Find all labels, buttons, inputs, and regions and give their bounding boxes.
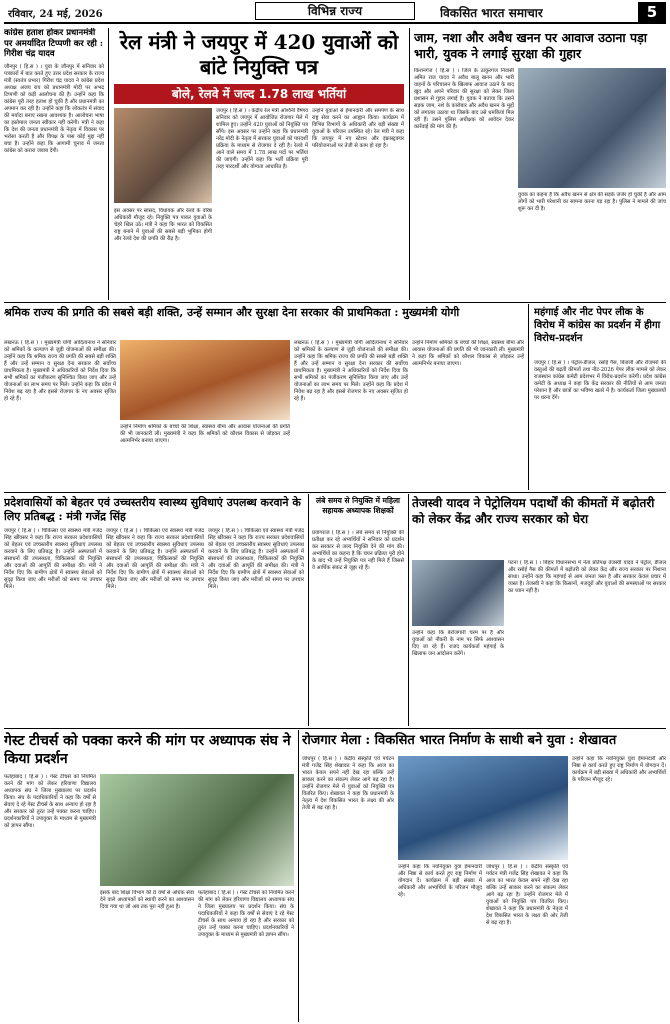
rozgar-story-body-3: जोधपुर ( हि.स ) । केंद्रीय संस्कृति एवं पर्यटन मंत्री गजेंद्र सिंह शेखावत ने कहा कि आज का भारत केवल सपने नहीं देख रहा बल्कि उन्हें साकार करने का संकल्प लेकर आगे बढ़ रहा है। उन्होंने रोजगार मेले में युवाओं को नियुक्ति पत्र वितरित किए। शेखावत ने कहा कि प्रधानमंत्री के नेतृत्व में देश विकसित भारत के लक्ष्य की ओर तेजी से बढ़ रहा है। [486, 864, 568, 926]
divider [308, 494, 309, 726]
divider [108, 28, 109, 300]
yogi-story-photo [120, 340, 290, 420]
section-rule [4, 728, 666, 729]
neet-story-headline: महंगाई और नीट पेपर लीक के विरोध में कांग्रेस का प्रदर्शन में हीगा विरोध-प्रदर्शन [534, 307, 661, 344]
guest-story-body: फतेहाबाद ( हि.स ) । गेस्ट टीचर्स को नियमित करने की मांग को लेकर हरियाणा विद्यालय अध्यापक संघ ने जिला मुख्यालय पर प्रदर्शन किया। संघ के पदाधिकारियों ने कहा कि वर्षों से सेवाएं दे रहे गेस्ट टीचर्स के साथ अन्याय हो रहा है और सरकार को तुरंत उन्हें पक्का करना चाहिए। प्रदर्शनकारियों ने उपायुक्त के माध्यम से मुख्यमंत्री को ज्ञापन सौंपा। [4, 774, 96, 829]
guest-story-photo [100, 774, 294, 886]
divider [298, 730, 299, 1022]
section-rule [4, 492, 666, 493]
section-rule [4, 302, 666, 303]
neet-story-body: जयपुर ( हि.स ) । पेट्रोल-डीजल, रसोई गैस, बिजली और रोजमर्रा की वस्तुओं की बढ़ती कीमतों तथा नीट-2026 पेपर लीक मामले को लेकर राजस्थान कांग्रेस कमेटी प्रदेशभर में विरोध-प्रदर्शन करेगी। प्रदेश कांग्रेस कमेटी के अध्यक्ष ने कहा कि केंद्र सरकार की नीतियों से आम जनता परेशान है और छात्रों का भविष्य खतरे में है। कार्यकर्ता जिला मुख्यालयों पर धरना देंगे। [534, 360, 666, 401]
women-story-body: प्रयागराज ( हि.स ) । लंबे समय से नियुक्ति की प्रतीक्षा कर रहे अभ्यर्थियों ने सनिवार को प्रदर्शन कर सरकार से जल्द नियुक्ति देने की मांग की। अभ्यर्थियों का कहना है कि चयन प्रक्रिया पूरी होने के बाद भी उन्हें नियुक्ति पत्र नहीं मिले हैं जिससे वे आर्थिक संकट से जूझ रहे हैं। [312, 530, 404, 571]
health-story-body-2: जयपुर ( हि.स ) । चिकित्सा एवं स्वास्थ्य मंत्री गजेंद्र सिंह खींवसर ने कहा कि राज्य सरकार प्रदेशवासियों को बेहतर एवं उच्चस्तरीय स्वास्थ्य सुविधाएं उपलब्ध करवाने के लिए प्रतिबद्ध है। उन्होंने अस्पतालों में संसाधनों की उपलब्धता, चिकित्सकों की नियुक्ति और दवाओं की आपूर्ति की समीक्षा की। मंत्री ने निर्देश दिए कि ग्रामीण क्षेत्रों में स्वास्थ्य सेवाओं को सुदृढ़ किया जाए और मरीजों को समय पर उपचार मिले। [106, 528, 204, 590]
women-story-headline: लंबे समय से नियुक्ति में महिला सहायक अध्यापक शिक्षकों [315, 496, 400, 515]
top-story-photo [114, 108, 212, 203]
divider [528, 304, 529, 490]
tejashwi-story-photo [412, 560, 504, 626]
yogi-story-body: लखनऊ ( हि.स ) । मुख्यमंत्री योगी आदित्यनाथ ने सनिवार को श्रमिकों के कल्याण से जुड़ी योजनाओं की समीक्षा की। उन्होंने कहा कि श्रमिक राज्य की प्रगति की सबसे बड़ी शक्ति हैं और उन्हें सम्मान व सुरक्षा देना सरकार की सर्वोच्च प्राथमिकता है। मुख्यमंत्री ने अधिकारियों को निर्देश दिया कि सभी श्रमिकों का पंजीकरण सुनिश्चित किया जाए और उन्हें योजनाओं का लाभ समय पर मिले। उन्होंने कहा कि प्रदेश में निवेश बढ़ रहा है और इससे रोजगार के नए अवसर सृजित हो रहे हैं। [4, 340, 116, 402]
right-story-photo [518, 68, 666, 188]
header-rule [4, 22, 666, 24]
right-story-headline: जाम, नशा और अवैध खनन पर आवाज उठाना पड़ा भारी, युवक ने लगाई सुरक्षा की गुहार [414, 30, 648, 61]
right-story-body-2: युवक का कहना है कि अवैध खनन से क्षेत्र की सड़कें जर्जर हो चुकी हैं और आम लोगों को भारी परेशानी का सामना करना पड़ रहा है। पुलिस ने मामले की जांच शुरू कर दी है। [518, 192, 666, 212]
divider [408, 494, 409, 726]
tejashwi-story-body: पटना ( हि.स ) । बिहार विधानसभा में नेता प्रतिपक्ष तेजस्वी यादव ने पेट्रोल, डीजल और रसोई गैस की कीमतों में बढ़ोतरी को लेकर केंद्र और राज्य सरकार पर निशाना साधा। उन्होंने कहा कि महंगाई से आम जनता त्रस्त है और सरकार केवल प्रचार में व्यस्त है। तेजस्वी ने कहा कि किसानों, मजदूरों और युवाओं की समस्याओं पर सरकार का ध्यान नहीं है। [508, 560, 666, 594]
left-story [4, 28, 104, 298]
health-story-body-3: जयपुर ( हि.स ) । चिकित्सा एवं स्वास्थ्य मंत्री गजेंद्र सिंह खींवसर ने कहा कि राज्य सरकार प्रदेशवासियों को बेहतर एवं उच्चस्तरीय स्वास्थ्य सुविधाएं उपलब्ध करवाने के लिए प्रतिबद्ध है। उन्होंने अस्पतालों में संसाधनों की उपलब्धता, चिकित्सकों की नियुक्ति और दवाओं की आपूर्ति की समीक्षा की। मंत्री ने निर्देश दिए कि ग्रामीण क्षेत्रों में स्वास्थ्य सेवाओं को सुदृढ़ किया जाए और मरीजों को समय पर उपचार मिले। [208, 528, 304, 590]
tejashwi-story-body-2: उन्होंने कहा कि बेरोजगारी चरम पर है और युवाओं को नौकरी के नाम पर सिर्फ आश्वासन दिए जा रहे हैं। राजद कार्यकर्ता महंगाई के खिलाफ जन आंदोलन करेंगे। [412, 630, 504, 657]
guest-story-headline: गेस्ट टीचर्स को पक्का करने की मांग पर अध्यापक संघ ने किया प्रदर्शन [4, 733, 291, 767]
right-story-body: किशनगंज ( हि.स ) । जिले के ठाकुरगंज निवासी अमित राज यादव ने अवैध बालू खनन और भारी वाहनों के परिचालन के खिलाफ आवाज उठाने के बाद खुद और अपने परिवार की सुरक्षा को लेकर जिला प्रशासन से गुहार लगाई है। युवक ने बताया कि उसने सड़क जाम, नशे के कारोबार और अवैध खनन के मुद्दों को लगातार उठाया था जिसके बाद उसे धमकियां मिल रही हैं। उसने पुलिस अधीक्षक को आवेदन देकर कार्रवाई की मांग की है। [414, 68, 514, 130]
yogi-story-body-2: उन्होंने निर्माण श्रमिकों के बच्चों की शिक्षा, स्वास्थ्य बीमा और आवास योजनाओं की प्रगति की भी जानकारी ली। मुख्यमंत्री ने कहा कि श्रमिकों को कौशल विकास से जोड़कर उन्हें आत्मनिर्भर बनाया जाएगा। [120, 424, 290, 444]
rozgar-story-body-2: उन्होंने कहा कि नवनियुक्त युवा ईमानदारी और निष्ठा से कार्य करते हुए राष्ट्र निर्माण में योगदान दें। कार्यक्रम में बड़ी संख्या में अधिकारी और अभ्यर्थियों के परिजन मौजूद रहे। [398, 864, 482, 898]
divider [409, 28, 410, 300]
header-date: रविवार, 24 मई, 2026 [8, 9, 103, 20]
tejashwi-story-headline: तेजस्वी यादव ने पेट्रोलियम पदार्थों की कीमतों में बढ़ोतरी को लेकर केंद्र और राज्य सरकार को घेरा [412, 496, 655, 526]
newspaper-name: विकसित भारत समाचार [440, 6, 543, 20]
guest-story-body-3: फतेहाबाद ( हि.स ) । गेस्ट टीचर्स को नियमित करने की मांग को लेकर हरियाणा विद्यालय अध्यापक संघ ने जिला मुख्यालय पर प्रदर्शन किया। संघ के पदाधिकारियों ने कहा कि वर्षों से सेवाएं दे रहे गेस्ट टीचर्स के साथ अन्याय हो रहा है और सरकार को तुरंत उन्हें पक्का करना चाहिए। प्रदर्शनकारियों ने उपायुक्त के माध्यम से मुख्यमंत्री को ज्ञापन सौंपा। [198, 890, 294, 938]
section-title: विभिन्न राज्य [255, 2, 415, 20]
rozgar-story-body: जोधपुर ( हि.स ) । केंद्रीय संस्कृति एवं पर्यटन मंत्री गजेंद्र सिंह शेखावत ने कहा कि आज का भारत केवल सपने नहीं देख रहा बल्कि उन्हें साकार करने का संकल्प लेकर आगे बढ़ रहा है। उन्होंने रोजगार मेले में युवाओं को नियुक्ति पत्र वितरित किए। शेखावत ने कहा कि प्रधानमंत्री के नेतृत्व में देश विकसित भारत के लक्ष्य की ओर तेजी से बढ़ रहा है। [302, 756, 394, 811]
left-story-body: जौनपुर ( हि.स ) । युवा के जौनपुर में सनिवार को पत्रकारों में बात करते हुए उत्तर प्रदेश सरकार के राज्य मंत्री (स्वतंत्र प्रभार) गिरीश चंद्र यादव ने कांग्रेस प्रदेश अध्यक्ष अजय राय को प्रधानमंत्री मोदी पर अभद्र टिप्पणी को कड़ी आलोचना की है। उन्होंने कहा कि कांग्रेस पूरी तरह हताश हो चुकी है और प्रधानमंत्री का अपमान कर रही है। उन्होंने कहा कि लोकतंत्र में संवाद की मर्यादा बनाए रखना आवश्यक है। आलोचना भाषा का इस्तेमाल जनता स्वीकार नहीं करेगी। मंत्री ने कहा कि देश की जनता प्रधानमंत्री के नेतृत्व में विकास पर भरोसा करती है और विपक्ष के पास कोई मुद्दा नहीं बचा है। उन्होंने कहा कि आगामी चुनाव में जनता कांग्रेस को करारा जवाब देगी। [4, 63, 104, 154]
health-story-headline: प्रदेशवासियों को बेहतर एवं उच्चस्तरीय स्वास्थ्य सुविधाएं उपलब्ध करवाने के लिए प्रतिबद्ध : मंत्री गजेंद्र सिंह [4, 496, 301, 523]
top-story-body-b: उन्होंने युवाओं से ईमानदारी और समर्पण के साथ राष्ट्र सेवा करने का आह्वान किया। कार्यक्रम में विभिन्न विभागों के अधिकारी और बड़ी संख्या में युवाओं के परिजन उपस्थित रहे। रेल मंत्री ने कहा कि जयपुर में नए स्टेशन और इंफ्रास्ट्रक्चर परियोजनाओं पर तेजी से काम हो रहा है। [312, 108, 404, 149]
yogi-story-headline: श्रमिक राज्य की प्रगति की सबसे बड़ी शक्ति, उन्हें सम्मान और सुरक्षा देना सरकार की प्राथमिकता : मुख्यमंत्री योगी [4, 306, 460, 319]
top-story-body-a: जयपुर ( हि.स ) । केंद्रीय रेल मंत्री अश्विनी वैष्णव सनिवार को जयपुर में आयोजित रोजगार मेले में शामिल हुए। उन्होंने 420 युवाओं को नियुक्ति पत्र सौंपे। इस अवसर पर उन्होंने कहा कि प्रधानमंत्री नरेंद्र मोदी के नेतृत्व में सरकार युवाओं को पारदर्शी प्रक्रिया के माध्यम से रोजगार दे रही है। रेलवे में आने वाले समय में 1.78 लाख पदों पर भर्तियां की जाएंगी। उन्होंने कहा कि भर्ती प्रक्रिया पूरी तरह पारदर्शी और योग्यता आधारित है। [216, 108, 308, 170]
left-story-headline: कांग्रेस हताश होकर प्रधानमंत्री पर अमर्यादित टिप्पणी कर रही : गिरीश चंद्र यादव [4, 28, 103, 59]
guest-story-body-2: इसके बाद शिक्षा विभाग की 8 वर्षों से अधिक सेवा देने वाले अध्यापकों को स्थायी करने का आश्वासन दिया गया था जो अब तक पूरा नहीं हुआ है। [100, 890, 194, 910]
top-story-body-c: इस अवसर पर सांसद, विधायक और रेलवे के वरिष्ठ अधिकारी मौजूद रहे। नियुक्ति पत्र पाकर युवाओं के चेहरे खिल उठे। मंत्री ने कहा कि भारत को विकसित राष्ट्र बनाने में युवाओं की सबसे बड़ी भूमिका होगी और रेलवे देश की प्रगति की रीढ़ है। [114, 208, 212, 242]
top-story-subhead: बोले, रेलवे में जल्द 1.78 लाख भर्तियां [114, 84, 404, 104]
rozgar-story-body-4: उन्होंने कहा कि नवनियुक्त युवा ईमानदारी और निष्ठा से कार्य करते हुए राष्ट्र निर्माण में योगदान दें। कार्यक्रम में बड़ी संख्या में अधिकारी और अभ्यर्थियों के परिजन मौजूद रहे। [572, 756, 666, 783]
health-story-body: जयपुर ( हि.स ) । चिकित्सा एवं स्वास्थ्य मंत्री गजेंद्र सिंह खींवसर ने कहा कि राज्य सरकार प्रदेशवासियों को बेहतर एवं उच्चस्तरीय स्वास्थ्य सुविधाएं उपलब्ध करवाने के लिए प्रतिबद्ध है। उन्होंने अस्पतालों में संसाधनों की उपलब्धता, चिकित्सकों की नियुक्ति और दवाओं की आपूर्ति की समीक्षा की। मंत्री ने निर्देश दिए कि ग्रामीण क्षेत्रों में स्वास्थ्य सेवाओं को सुदृढ़ किया जाए और मरीजों को समय पर उपचार मिले। [4, 528, 102, 590]
rozgar-story-headline: रोजगार मेला : विकसित भारत निर्माण के साथी बने युवा : शेखावत [302, 733, 617, 748]
yogi-story-body-3: लखनऊ ( हि.स ) । मुख्यमंत्री योगी आदित्यनाथ ने सनिवार को श्रमिकों के कल्याण से जुड़ी योजनाओं की समीक्षा की। उन्होंने कहा कि श्रमिक राज्य की प्रगति की सबसे बड़ी शक्ति हैं और उन्हें सम्मान व सुरक्षा देना सरकार की सर्वोच्च प्राथमिकता है। मुख्यमंत्री ने अधिकारियों को निर्देश दिया कि सभी श्रमिकों का पंजीकरण सुनिश्चित किया जाए और उन्हें योजनाओं का लाभ समय पर मिले। उन्होंने कहा कि प्रदेश में निवेश बढ़ रहा है और इससे रोजगार के नए अवसर सृजित हो रहे हैं। [294, 340, 408, 402]
top-story-headline: रेल मंत्री ने जयपुर में 420 युवाओं को बांटे नियुक्ति पत्र [119, 30, 399, 79]
yogi-story-body-4: उन्होंने निर्माण श्रमिकों के बच्चों की शिक्षा, स्वास्थ्य बीमा और आवास योजनाओं की प्रगति की भी जानकारी ली। मुख्यमंत्री ने कहा कि श्रमिकों को कौशल विकास से जोड़कर उन्हें आत्मनिर्भर बनाया जाएगा। [412, 340, 524, 367]
rozgar-story-photo [398, 756, 568, 860]
page-number: 5 [638, 2, 666, 22]
